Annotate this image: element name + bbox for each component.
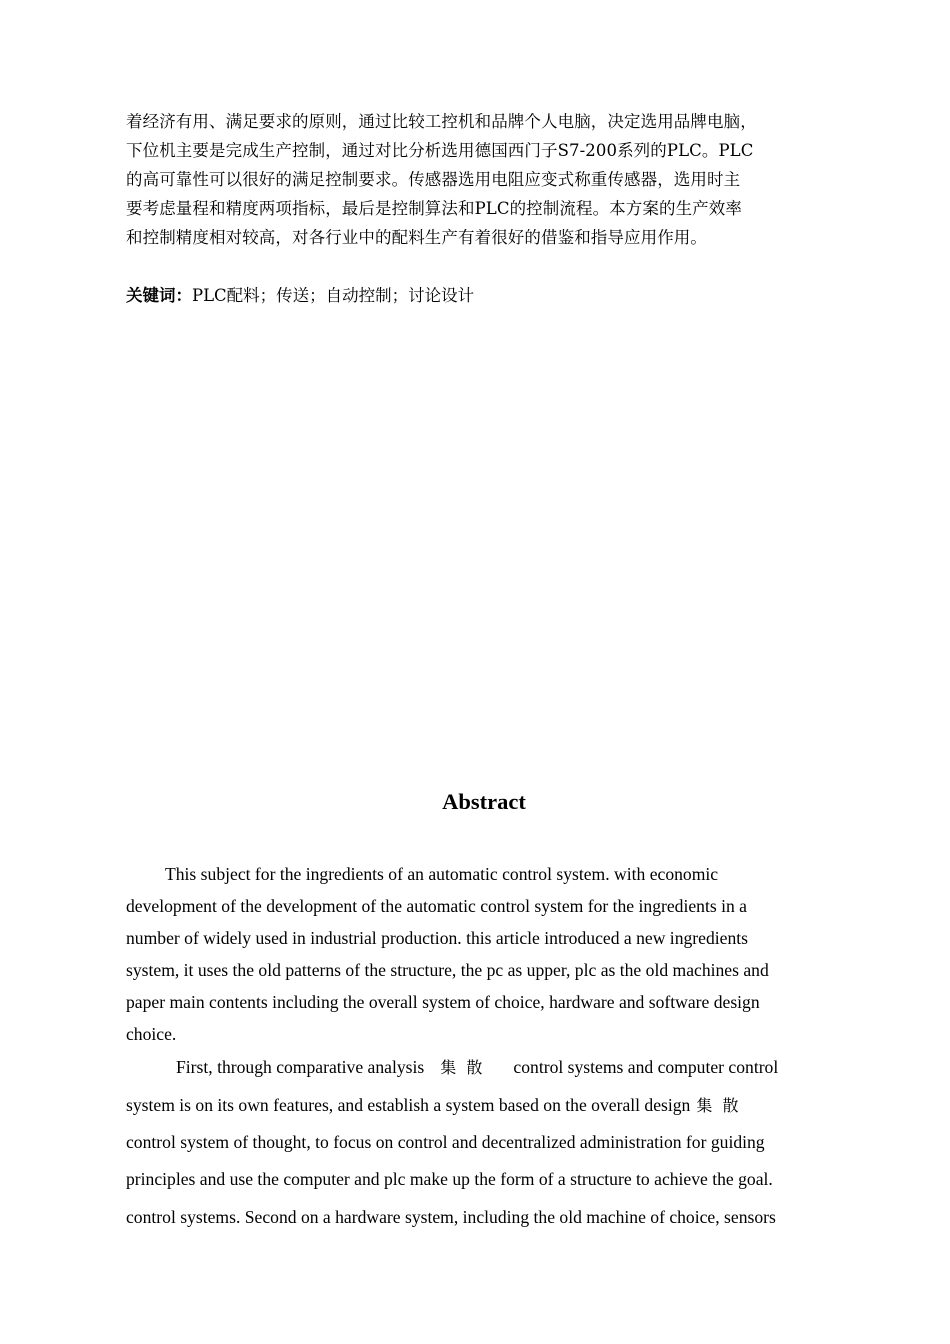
english-abstract-line: control system of thought, to focus on control and decentralized administration for guiding xyxy=(126,1132,765,1152)
english-abstract-line xyxy=(176,1055,896,1080)
keywords-text: PLC配料；传送；自动控制；讨论设计 xyxy=(192,286,475,305)
chinese-abstract-line: 要考虑量程和精度两项指标，最后是控制算法和PLC的控制流程。本方案的生产效率 xyxy=(126,199,742,218)
chinese-abstract-line: 着经济有用、满足要求的原则，通过比较工控机和品牌个人电脑，决定选用品牌电脑， xyxy=(126,112,757,131)
english-abstract-line: principles and use the computer and plc make up the form of a structure to achieve the goal. xyxy=(126,1169,773,1189)
chinese-abstract-line: 和控制精度相对较高，对各行业中的配料生产有着很好的借鉴和指导应用作用。 xyxy=(126,228,707,247)
chinese-abstract-line: 的高可靠性可以很好的满足控制要求。传感器选用电阻应变式称重传感器，选用时主 xyxy=(126,170,741,189)
english-abstract-line: control systems. Second on a hardware system, including the old machine of choice, sensors xyxy=(126,1207,776,1227)
cjk-text-segment: 集 散 xyxy=(440,1058,483,1077)
abstract-heading: Abstract xyxy=(442,789,526,814)
english-abstract-line: system, it uses the old patterns of the structure, the pc as upper, plc as the old machines and xyxy=(126,960,769,980)
english-abstract-line: paper main contents including the overall system of choice, hardware and software design xyxy=(126,992,760,1012)
english-abstract-line xyxy=(126,1093,846,1118)
keywords-line xyxy=(126,281,846,310)
english-abstract-line: choice. xyxy=(126,1024,177,1044)
english-text-segment: First, through comparative analysis xyxy=(176,1057,425,1077)
english-abstract-line: number of widely used in industrial production. this article introduced a new ingredients xyxy=(126,928,748,948)
cjk-text-segment: 集 散 xyxy=(696,1096,739,1115)
keywords-label: 关键词： xyxy=(126,286,192,305)
chinese-abstract-line: 下位机主要是完成生产控制，通过对比分析选用德国西门子S7-200系列的PLC。PLC xyxy=(126,141,754,160)
english-abstract-line: This subject for the ingredients of an automatic control system. with economic xyxy=(165,864,719,884)
english-text-segment: control systems and computer control xyxy=(513,1057,779,1077)
english-abstract-line: development of the development of the automatic control system for the ingredients in a xyxy=(126,896,747,916)
english-text-segment: system is on its own features, and establish a system based on the overall design xyxy=(126,1095,691,1115)
